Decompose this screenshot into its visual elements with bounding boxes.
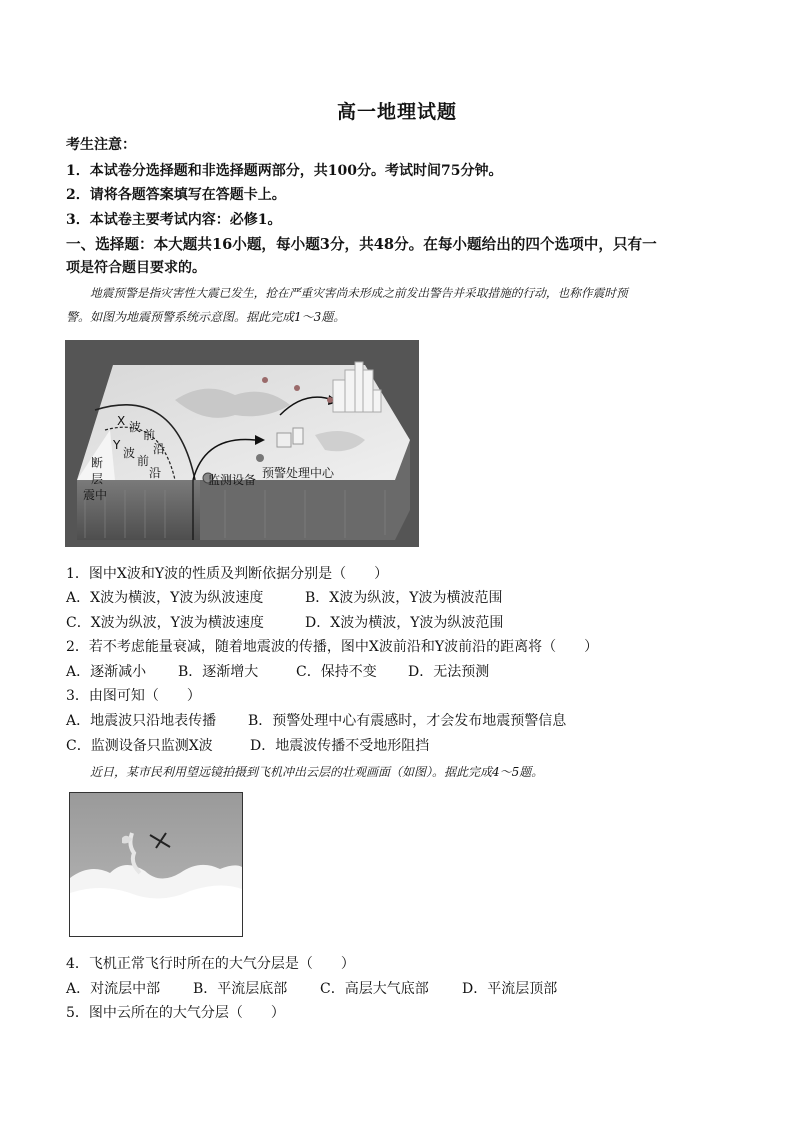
- q1-stem: 1．图中X波和Y波的性质及判断依据分别是（ ）: [66, 566, 389, 582]
- q1-option-a: A．X波为横波，Y波为纵波速度: [66, 590, 264, 606]
- label-fault-1: 断: [91, 456, 104, 470]
- notice-item-1: 1．本试卷分选择题和非选择题两部分，共100分。考试时间75分钟。: [66, 163, 503, 179]
- material1-line2: 警。如图为地震预警系统示意图。据此完成1～3题。: [66, 310, 346, 324]
- label-monitor: 监测设备: [208, 473, 257, 487]
- label-y-front-1: 前: [137, 454, 150, 468]
- q4-option-c: C．高层大气底部: [320, 981, 429, 997]
- label-focus: 震中: [83, 488, 108, 502]
- q4-option-b: B．平流层底部: [193, 981, 288, 997]
- q3-stem: 3．由图可知（ ）: [66, 688, 201, 704]
- q3-option-a: A．地震波只沿地表传播: [66, 713, 217, 729]
- section-heading-line1: 一、选择题：本大题共16小题，每小题3分，共48分。在每小题给出的四个选项中，只有一: [66, 236, 657, 253]
- label-center: 预警处理中心: [262, 466, 335, 480]
- q3-option-c: C．监测设备只监测X波: [66, 738, 213, 754]
- label-x-wave-2: 波: [129, 420, 142, 434]
- label-x-front-2: 沿: [153, 442, 166, 456]
- label-fault-2: 层: [91, 472, 104, 486]
- q2-option-c: C．保持不变: [296, 664, 377, 680]
- notice-item-3: 3．本试卷主要考试内容：必修1。: [66, 212, 282, 228]
- material1-line1: 地震预警是指灾害性大震已发生，抢在严重灾害尚未形成之前发出警告并采取措施的行动，也称作震时预: [90, 286, 628, 300]
- q1-option-b: B．X波为纵波，Y波为横波范围: [305, 590, 503, 606]
- notice-item-2: 2．请将各题答案填写在答题卡上。: [66, 187, 286, 203]
- q2-option-d: D．无法预测: [408, 664, 490, 680]
- section-heading-line2: 项是符合题目要求的。: [66, 260, 206, 276]
- label-x-wave: X: [117, 414, 126, 428]
- q3-option-d: D．地震波传播不受地形阻挡: [250, 738, 430, 754]
- q4-option-d: D．平流层顶部: [462, 981, 558, 997]
- airplane-cloud-image: [70, 793, 242, 936]
- earthquake-warning-figure: [65, 340, 419, 547]
- material2: 近日，某市民利用望远镜拍摄到飞机冲出云层的壮观画面（如图）。据此完成4～5题。: [90, 765, 544, 779]
- airplane-cloud-photo: [69, 792, 243, 937]
- q5-stem: 5．图中云所在的大气分层（ ）: [66, 1005, 285, 1021]
- q4-stem: 4．飞机正常飞行时所在的大气分层是（ ）: [66, 956, 355, 972]
- q2-option-b: B．逐渐增大: [178, 664, 259, 680]
- label-y-wave-2: 波: [123, 446, 136, 460]
- q1-option-d: D．X波为横波，Y波为纵波范围: [305, 615, 504, 631]
- q1-option-c: C．X波为纵波，Y波为横波速度: [66, 615, 264, 631]
- label-y-wave: Y: [113, 438, 121, 452]
- q2-stem: 2．若不考虑能量衰减，随着地震波的传播，图中X波前沿和Y波前沿的距离将（ ）: [66, 639, 599, 655]
- page-title: 高一地理试题: [336, 101, 457, 123]
- label-x-front-1: 前: [143, 428, 156, 442]
- notice-heading: 考生注意：: [66, 137, 136, 153]
- q3-option-b: B．预警处理中心有震感时，才会发布地震预警信息: [248, 713, 567, 729]
- label-y-front-2: 沿: [149, 466, 162, 480]
- q2-option-a: A．逐渐减小: [66, 664, 147, 680]
- q4-option-a: A．对流层中部: [66, 981, 161, 997]
